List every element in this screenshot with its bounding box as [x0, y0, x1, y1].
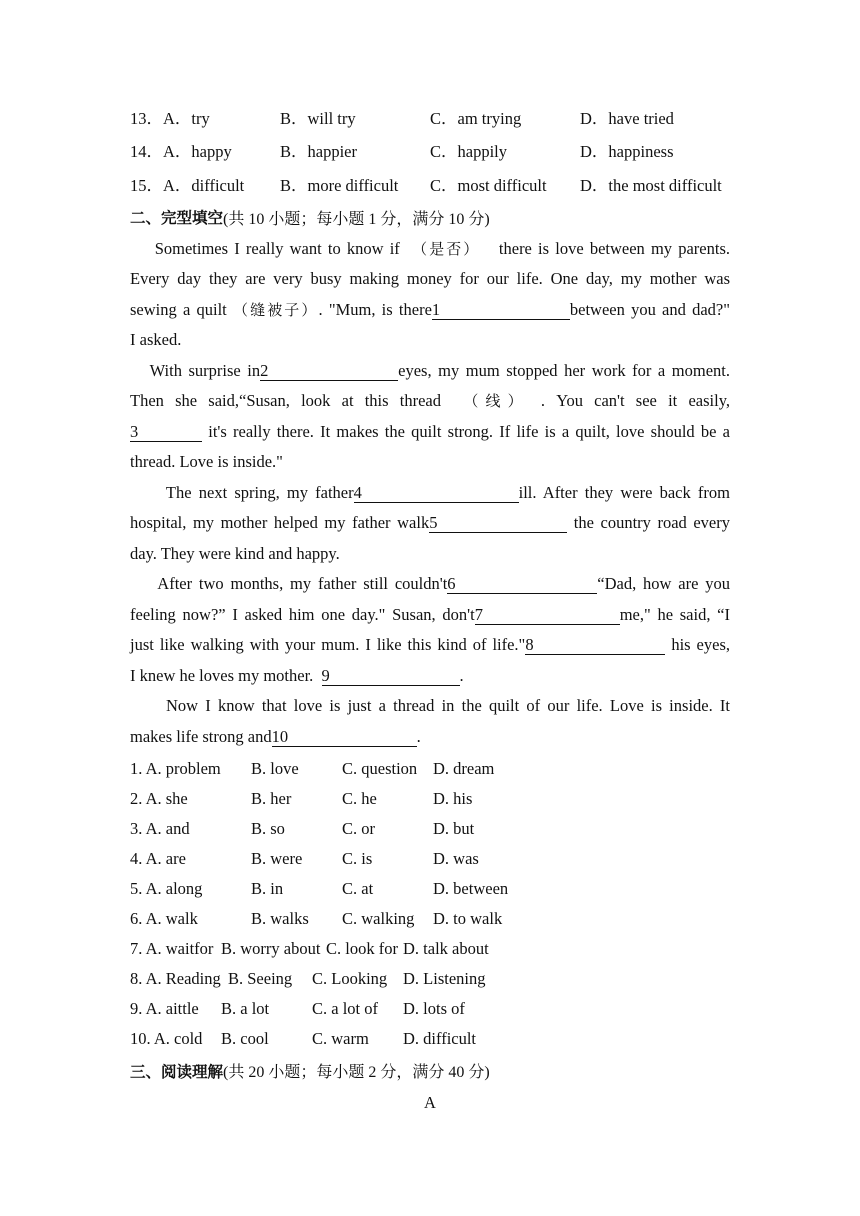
passage-text: feeling now?” I asked him one day." Susan, don't	[130, 604, 475, 624]
mc-option-c: C．most difficult	[430, 175, 547, 195]
passage-text: just like walking with your mum. I like this kind of life."	[130, 635, 526, 654]
passage-text: “Dad, how are you	[597, 574, 731, 593]
mc-option-a: 15．A．difficult	[130, 175, 245, 195]
exam-page	[130, 100, 730, 1087]
option-d: D. was	[433, 849, 479, 868]
blank-10[interactable]: 10	[272, 728, 417, 747]
passage-line	[130, 691, 730, 722]
passage-line	[130, 661, 730, 692]
passage-line: I asked.	[130, 330, 182, 349]
option-a: 6. A. walk	[130, 909, 198, 928]
option-c: C. at	[342, 879, 374, 898]
option-a: 5. A. along	[130, 879, 203, 898]
option-d: D. to walk	[433, 909, 503, 928]
passage-text: I knew he loves my mother.	[130, 665, 314, 685]
passage-text: there is love between my parents.	[498, 238, 731, 258]
option-c: C. he	[342, 789, 377, 808]
option-row	[130, 754, 730, 784]
passage-line	[130, 569, 730, 600]
option-a: 1. A. problem	[130, 759, 221, 778]
option-d: D. difficult	[403, 1029, 477, 1048]
passage-line	[130, 600, 730, 631]
blank-5[interactable]: 5	[429, 514, 567, 533]
passage-text: Now I know that love is just a thread in the quilt of our life. Love is inside. It	[166, 696, 731, 715]
section-heading-cloze	[130, 201, 730, 234]
option-b: B. Seeing	[228, 969, 293, 988]
blank-7[interactable]: 7	[475, 606, 620, 625]
option-row	[130, 874, 730, 904]
option-a: 3. A. and	[130, 819, 190, 838]
option-d: D. talk about	[403, 939, 489, 958]
option-a: 4. A. are	[130, 849, 186, 868]
passage-text: eyes, my mum stopped her work for a moment.	[398, 360, 731, 380]
passage-text: With surprise in	[149, 360, 261, 380]
option-d: D. but	[433, 819, 475, 838]
mc-option-c: C．am trying	[430, 108, 522, 128]
passage-text: .	[416, 726, 421, 746]
mc-row-14	[130, 134, 730, 168]
option-a: 8. A. Reading	[130, 969, 221, 988]
passage-text: the country road every	[573, 513, 730, 532]
mc-row-13	[130, 100, 730, 134]
passage-line	[130, 356, 730, 387]
option-c: C. question	[342, 759, 418, 778]
mc-option-c: C．happily	[430, 142, 507, 162]
option-d: D. his	[433, 789, 473, 808]
option-row	[130, 784, 730, 814]
option-c: C. a lot of	[312, 999, 378, 1018]
mc-option-a: 13．A．try	[130, 108, 210, 128]
option-a: 7. A. waitfor	[130, 939, 214, 958]
option-row	[130, 934, 730, 964]
option-a: 9. A. aittle	[130, 999, 199, 1018]
passage-line	[130, 478, 730, 509]
cloze-passage	[130, 234, 730, 753]
mc-row-15	[130, 167, 730, 201]
passage-gloss: （是否）	[412, 239, 481, 258]
mc-option-a: 14．A．happy	[130, 142, 232, 162]
passage-line: day. They were kind and happy.	[130, 543, 340, 563]
mc-option-d: D．have tried	[580, 108, 674, 128]
option-b: B. so	[251, 819, 285, 838]
passage-line	[130, 508, 730, 539]
passage-text: After two months, my father still couldn't	[157, 574, 448, 593]
option-b: B. cool	[221, 1029, 269, 1048]
option-row	[130, 1024, 730, 1054]
blank-8[interactable]: 8	[525, 636, 665, 655]
option-b: B. walks	[251, 909, 309, 928]
passage-line	[130, 386, 730, 417]
option-c: C. warm	[312, 1029, 369, 1048]
option-row	[130, 994, 730, 1024]
section-scoring: (共 10 小题；每小题 1 分，满分 10 分)	[223, 210, 490, 228]
mc-option-d: D．the most difficult	[580, 175, 722, 195]
section-heading-reading	[130, 1054, 730, 1087]
passage-text: . "Mum, is there	[318, 299, 432, 319]
passage-line	[130, 630, 730, 661]
section-scoring: (共 20 小题；每小题 2 分，满分 40 分)	[223, 1064, 490, 1081]
option-b: B. love	[251, 759, 299, 778]
option-d: D. lots of	[403, 999, 465, 1018]
passage-text: .	[459, 665, 464, 685]
option-b: B. her	[251, 789, 292, 808]
passage-text: Then she said,“Susan, look at this thread	[130, 391, 441, 410]
passage-gloss: （线）	[463, 392, 530, 410]
option-c: C. Looking	[312, 969, 388, 988]
option-row	[130, 904, 730, 934]
section-title: 二、完型填空	[130, 209, 224, 227]
option-a: 10. A. cold	[130, 1029, 203, 1048]
blank-3[interactable]: 3	[130, 423, 202, 442]
blank-2[interactable]: 2	[260, 362, 398, 381]
passage-text: hospital, my mother helped my father walk	[130, 513, 430, 532]
option-c: C. walking	[342, 909, 415, 928]
passage-text: between you and dad?"	[569, 299, 730, 319]
option-b: B. worry about	[221, 939, 321, 958]
cloze-options	[130, 754, 730, 1054]
blank-4[interactable]: 4	[354, 484, 519, 503]
passage-text: makes life strong and	[130, 726, 272, 746]
passage-text: Sometimes I really want to know if	[154, 238, 400, 258]
passage-text: sewing a quilt	[130, 299, 227, 319]
blank-9[interactable]: 9	[322, 667, 460, 686]
part-label: A	[424, 1093, 436, 1112]
passage-text: his eyes,	[671, 635, 731, 654]
option-d: D. between	[433, 879, 509, 898]
option-b: B. in	[251, 879, 284, 898]
option-row	[130, 964, 730, 994]
mc-option-d: D．happiness	[580, 142, 674, 162]
passage-line	[130, 295, 730, 326]
option-c: C. is	[342, 849, 373, 868]
option-b: B. a lot	[221, 999, 270, 1018]
passage-text: . You can't see it easily,	[540, 391, 730, 410]
mc-option-b: B．will try	[280, 108, 356, 128]
blank-6[interactable]: 6	[447, 575, 597, 594]
option-d: D. Listening	[403, 969, 486, 988]
blank-1[interactable]: 1	[432, 301, 570, 320]
section-title: 三、阅读理解	[130, 1062, 224, 1081]
passage-text: The next spring, my father	[165, 482, 354, 502]
option-b: B. were	[251, 849, 303, 868]
passage-text: ill. After they were back from	[518, 482, 730, 502]
passage-text: it's really there. It makes the quilt strong. If life is a quilt, love should be a	[208, 421, 731, 441]
passage-line	[130, 722, 730, 753]
option-c: C. or	[342, 819, 375, 838]
passage-line: Every day they are very busy making money for our life. One day, my mother was	[130, 269, 730, 288]
passage-line	[130, 234, 730, 265]
option-d: D. dream	[433, 759, 495, 778]
passage-line	[130, 417, 730, 448]
option-a: 2. A. she	[130, 789, 188, 808]
mc-option-b: B．happier	[280, 142, 357, 162]
option-row	[130, 814, 730, 844]
passage-gloss: （缝被子）	[233, 300, 319, 319]
passage-text: me," he said, “I	[619, 604, 730, 624]
option-row	[130, 844, 730, 874]
mc-option-b: B．more difficult	[280, 175, 399, 195]
passage-line: thread. Love is inside."	[130, 452, 283, 471]
option-c: C. look for	[326, 939, 398, 958]
